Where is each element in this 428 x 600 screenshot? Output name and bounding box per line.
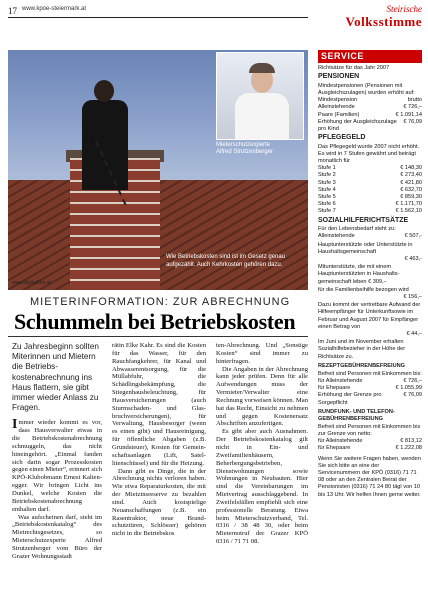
article-paragraph: Was aufscheinen darf, steht im „Betriebskostenkatalog“ des Mietrechtsgesetzes, so Mieterschutzexperte Alfred Strutzenberger vom Büro der Grazer Wohnungsstadt [12,513,102,560]
sozialhilfe-row: € 44,– [406,331,422,337]
sozialhilfe-row: € 156,– [403,293,422,300]
pflegegeld-row: Stufe 2 € 273,40 [318,172,422,179]
chimney-sweep-figure [78,80,133,190]
article-column-2 [112,342,206,538]
pflegegeld-row: Stufe 3 € 421,80 [318,179,422,186]
service-sidebar: SERVICE Richtsätze für das Jahr 2007 PENSIONEN Mindestpensionen (Pensionen mit Ausgleichszulagen) wurden erhöht auf: Mindestpension brutto Alleinstehende € 726,– Paare (Familien) € 1.091,14 Erhöhung der Ausgleichszulage pro Kind € 76,09 PFLEGEGELD Das Pflegegeld wurde 2007 nicht erhöht. Es wird in 7 Stufen gewährt und beträgt monatlich für Stufe 1 € 148,30 Stufe 2 € 273,40 Stufe 3 € 421,80 Stufe 4 € 632,70 Stufe 5 € 859,30 Stufe 6 € 1.171,70 Stufe 7 € 1.562,10 SOZIALHILFERICHTSÄTZE Für den Lebensbedarf steht zu: Alleinstehende € 507,- Hauptunterstützte oder Unterstützte in Haushaltsgemeinschaft € 463,- Mitunterstützte, die mit einem Hauptunterstützten in Haushaltsgemeinschaft leben € 309,– für die Familienbeihilfe bezogen wird € 156,– Dazu kommt der vertretbare Aufwand der Hilfeempfänger für Unterkunftsowie im Februar und August 2007 für Empfänger einen Betrag von € 44,– Im Juni und im November erhalten Sozialhilfebezieher in der Höhe der Richtsätze zu. REZEPTGEBÜHRENBEFREIUNG Befreit sind Personen mit Einkommen bis: für Alleinstehende € 726,– für Ehepaare € 1.055,99 Erhöhung der Grenze pro Sorgepflicht € 76,09 RUNDFUNK- UND TELEFONGEBÜHRENBEFREIUNG Befreit sind Personen mit Einkommen bis zur Grenze von netto: für Alleinstehende € 813,12 für Ehepaare € 1.222,08 Wenn Sie weitere Fragen haben, wenden Sie sich bitte an eine der Servicenummern der KPÖ (0316) 71 71 08 oder an den Zentralen Beirat der Pensionisten (0316) 71 24 80 tägl von 10 bis 13 Uhr. Wir helfen Ihnen gerne weiter. [318,51,422,498]
photo-caption: Wie Betriebskosten sind ist im Gesetz genau aufgezählt. Auch Kehrkosten gehören dazu. [166,254,286,268]
sozialhilfe-heading: SOZIALHILFERICHTSÄTZE [318,216,409,224]
masthead [345,4,422,30]
pflegegeld-heading: PFLEGEGELD [318,134,366,142]
article-lead: Zu Jahresbeginn sollten Miterinnen und Mietern die Betriebskostenabrechnung ins Haus flattern, sie gibt immer wieder Anlass zu Fragen. [12,342,99,413]
rundfunk-row: für Alleinstehende € 813,12 [318,438,422,445]
portrait-caption: Mieterschutzexperte Alfred Strutzenberger [216,142,274,155]
article-paragraph: ten-Abrechnung. Und „Sonstige Kosten“ sind immer zu hinterfragen. [216,342,308,365]
pflegegeld-row: Stufe 1 € 148,30 [318,165,422,172]
rezept-row: für Ehepaare € 1.055,99 [318,385,422,392]
article-paragraph: Es gibt aber auch Ausnahmen. Der Betriebskostenkatalog gilt nicht in Ein- und Zweifamilienhäusern, Beherbergungsbetrieben, Dienstwohnungen sowie Wohnungen in Neubauten. Hier sind die Vereinbarungen im Mietvertrag ausschlaggebend. In Zweifelsfällen empfiehlt sich eine professionelle Beratung. Etwa beim Mieterschutzverband, Tel. 0316 / 38 48 30, oder beim Mieternotruf der Grazer KPÖ 0316 / 71 71 08. [216,428,308,546]
article-paragraph: Immer wieder kommt es vor, dass Hausverwalter etwas in die Betriebskostenabrechnung schmuggeln, das nicht hineingehört. „Einmal fanden sich darin sogar Prozesskosten gegen einen Mieter“, erinnert sich KPÖ-Klubobmann Ernest Kaltenegger. Wir bringen Licht ins Dunkel, welche Kosten die Betriebskostenabrechnung enthalten darf. [12,417,102,513]
sidebar-outro: Wenn Sie weitere Fragen haben, wenden Sie sich bitte an eine der Servicenummern der KPÖ (0316) 71 71 08 oder an den Zentralen Beirat der Pensionisten (0316) 71 24 80 tägl von 10 bis 13 Uhr. Wir helfen Ihnen gerne weiter. [318,455,421,498]
rundfunk-heading: RUNDFUNK- UND TELEFONGEBÜHRENBEFREIUNG [318,408,395,422]
pflegegeld-row: Stufe 5 € 859,30 [318,194,422,201]
rundfunk-row: für Ehepaare € 1.222,08 [318,445,422,452]
expert-portrait-photo [216,52,304,140]
pflegegeld-row: Stufe 7 € 1.562,10 [318,208,422,215]
sozialhilfe-row: € 463,- [404,255,422,262]
article-paragraph: Dann gibt es Dinge, die in der Abrechnung nichts verloren haben. Wie etwa Reparaturkosten, die mit der Mietzinsreserve zu bezahlen sind. Auch kostspielige Neuanschaffungen (z.B. ein Rasentraktor, neue Brandschutztüren, Schlösser) gehören nicht in die Betriebskos [112,467,206,538]
rezept-row: Erhöhung der Grenze pro Sorgepflicht € 76,09 [318,392,422,406]
article-headline: Schummeln bei Betriebskosten [14,309,296,334]
page-header [0,0,428,44]
headline-rule [8,336,308,337]
service-title: SERVICE [318,50,422,63]
pflegegeld-row: Stufe 6 € 1.171,70 [318,201,422,208]
header-rule [8,17,308,18]
pension-row: Paare (Familien) € 1.091,14 [318,111,422,118]
sozialhilfe-row: Alleinstehende € 507,- [318,233,422,240]
drop-cap: I [12,417,18,433]
page-number: 17 [8,6,17,16]
article-column-3 [216,342,308,546]
pension-row: Alleinstehende € 726,– [318,104,422,111]
pensionen-heading: PENSIONEN [318,73,360,81]
article-paragraph: Die Angaben in der Abrechnung kann jeder prüfen. Denn für alle Aufwendungen muss der Vermieter/Verwalter eine Rechnung vorweisen können. Man hat das Recht, Einsicht zu nehmen und gegen Kostenersatz Abschriften anzufertigen. [216,365,308,428]
pflegegeld-row: Stufe 4 € 632,70 [318,186,422,193]
rezept-row: für Alleinstehende € 726,– [318,378,422,385]
article-kicker: MIETERINFORMATION: ZUR ABRECHNUNG [30,296,291,308]
sidebar-intro: Richtsätze für das Jahr 2007 [318,65,390,71]
pflegegeld-text: Das Pflegegeld wurde 2007 nicht erhöht. Es wird in 7 Stufen gewährt und beträgt monatlich für [318,143,420,165]
rezept-heading: REZEPTGEBÜHRENBEFREIUNG [318,362,406,369]
masthead-small: Steirische [386,4,422,14]
article-paragraph: rätin Elke Kahr. Es sind die Kosten für das Wasser, für den Rauchfangkehrer, für Kanal und Abwasserentsorgung, für die Müllabfuhr, die Schädlingsbekämpfung, die Stiegenhausbeleuchtung, für Hausversicherungen (auch Sturmschaden- und Glasbruchversicherungen), für Verwaltung, Hausbesorger (wenn es einen gibt) und Hausreinigung, für öffentliche Abgaben (z.B. Grundsteuer), Kosten für Gemeinschaftsanlagen (Lift, Satellitenschüssel) und für die Heizung. [112,342,206,467]
pension-row: Erhöhung der Ausgleichszulage pro Kind € 76,09 [318,118,422,132]
pension-header-row: Mindestpension brutto [318,97,422,104]
photo-credit: www.digitalfoto.at [12,280,51,286]
pensionen-text: Mindestpensionen (Pensionen mit Ausgleichszulagen) wurden erhöht auf: [318,82,415,96]
masthead-title: Volksstimme [345,14,422,29]
article-column-1 [12,342,102,561]
website-url[interactable]: www.kpoe-steiermark.at [22,6,87,12]
